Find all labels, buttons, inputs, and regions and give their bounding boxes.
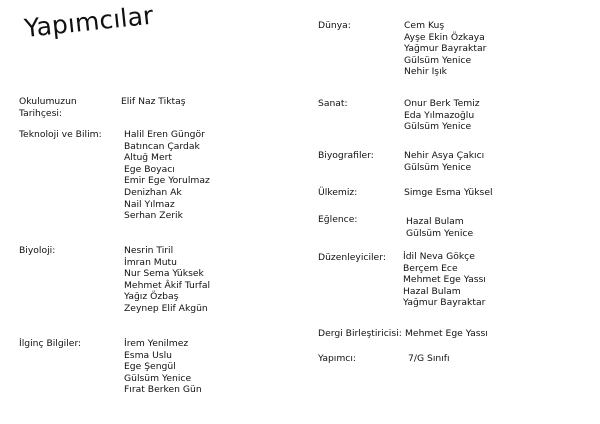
name-item: Esma Uslu	[124, 349, 172, 361]
name-item: Onur Berk Temiz	[404, 98, 480, 109]
name-item: Gülsüm Yenice	[124, 372, 192, 384]
name-item: Gülsüm Yenice	[404, 161, 472, 173]
name-item: Nehir Işık	[404, 66, 447, 78]
name-list	[121, 96, 186, 108]
name-list	[406, 216, 473, 239]
name-item: Simge Esma Yüksel	[404, 187, 493, 198]
name-item: Hazal Bulam	[403, 285, 461, 297]
name-item: Nehir Asya Çakıcı	[404, 150, 485, 161]
name-item: Denizhan Ak	[124, 186, 182, 198]
name-list	[124, 245, 210, 315]
name-item: Zeynep Elif Akgün	[124, 302, 208, 314]
name-item: İrem Yenilmez	[124, 338, 189, 349]
name-item: Ege Şengül	[124, 361, 176, 373]
section-label: Dergi Birleştiricisi:	[318, 328, 402, 339]
section-label: Biyografiler:	[318, 150, 374, 161]
page-title: Yapımcılar	[22, 0, 155, 44]
name-item: Nur Sema Yüksek	[124, 268, 204, 280]
name-item: Mehmet Âkif Turfal	[124, 279, 211, 291]
name-item: Ayşe Ekin Özkaya	[404, 31, 485, 43]
name-list	[408, 353, 450, 365]
name-item: Halil Eren Güngör	[124, 129, 205, 140]
name-item: Berçem Ece	[403, 262, 458, 274]
name-item: Yağız Özbaş	[124, 291, 179, 303]
section-label: Yapımcı:	[318, 353, 357, 364]
name-item: Mehmet Ege Yassı	[403, 274, 486, 286]
name-item: Gülsüm Yenice	[404, 54, 472, 66]
name-list	[404, 150, 484, 173]
section-label: Ülkemiz:	[318, 187, 358, 198]
section-label: Sanat:	[318, 98, 348, 109]
name-list	[403, 251, 486, 309]
name-item: İdil Neva Gökçe	[403, 251, 475, 262]
name-item: Gülsüm Yenice	[404, 121, 472, 133]
name-item: Nail Yılmaz	[124, 198, 175, 210]
section-label: Teknoloji ve Bilim:	[19, 129, 102, 140]
name-item: Yağmur Bayraktar	[404, 43, 487, 55]
name-item: Fırat Berken Gün	[124, 384, 202, 396]
name-item: Nesrin Tiril	[124, 245, 174, 256]
name-item: İmran Mutu	[124, 256, 177, 268]
section-label: Dünya:	[318, 20, 351, 31]
name-item: 7/G Sınıfı	[408, 353, 450, 364]
name-list	[404, 20, 486, 78]
section-label: Okulumuzun Tarihçesi:	[19, 96, 77, 119]
name-item: Emir Ege Yorulmaz	[124, 175, 210, 187]
name-item: Serhan Zerik	[124, 210, 183, 222]
section-label: İlginç Bilgiler:	[19, 338, 82, 349]
name-item: Hazal Bulam	[406, 216, 464, 227]
name-list	[124, 338, 202, 396]
section-label: Biyoloji:	[19, 245, 56, 256]
name-item: Batıncan Çardak	[124, 140, 200, 152]
section-label: Düzenleyiciler:	[318, 252, 386, 263]
name-item: Eda Yılmazoğlu	[404, 109, 475, 121]
name-item: Gülsüm Yenice	[406, 227, 474, 239]
name-list	[404, 98, 480, 133]
name-item: Mehmet Ege Yassı	[405, 328, 488, 339]
name-item: Yağmur Bayraktar	[403, 297, 486, 309]
name-item: Cem Kuş	[404, 20, 445, 31]
name-list	[404, 187, 493, 199]
name-item: Ege Boyacı	[124, 163, 175, 175]
section-label: Eğlence:	[318, 214, 358, 225]
name-item: Elif Naz Tiktaş	[121, 96, 186, 107]
name-item: Altuğ Mert	[124, 152, 172, 164]
name-list	[405, 328, 488, 340]
name-list	[124, 129, 210, 222]
